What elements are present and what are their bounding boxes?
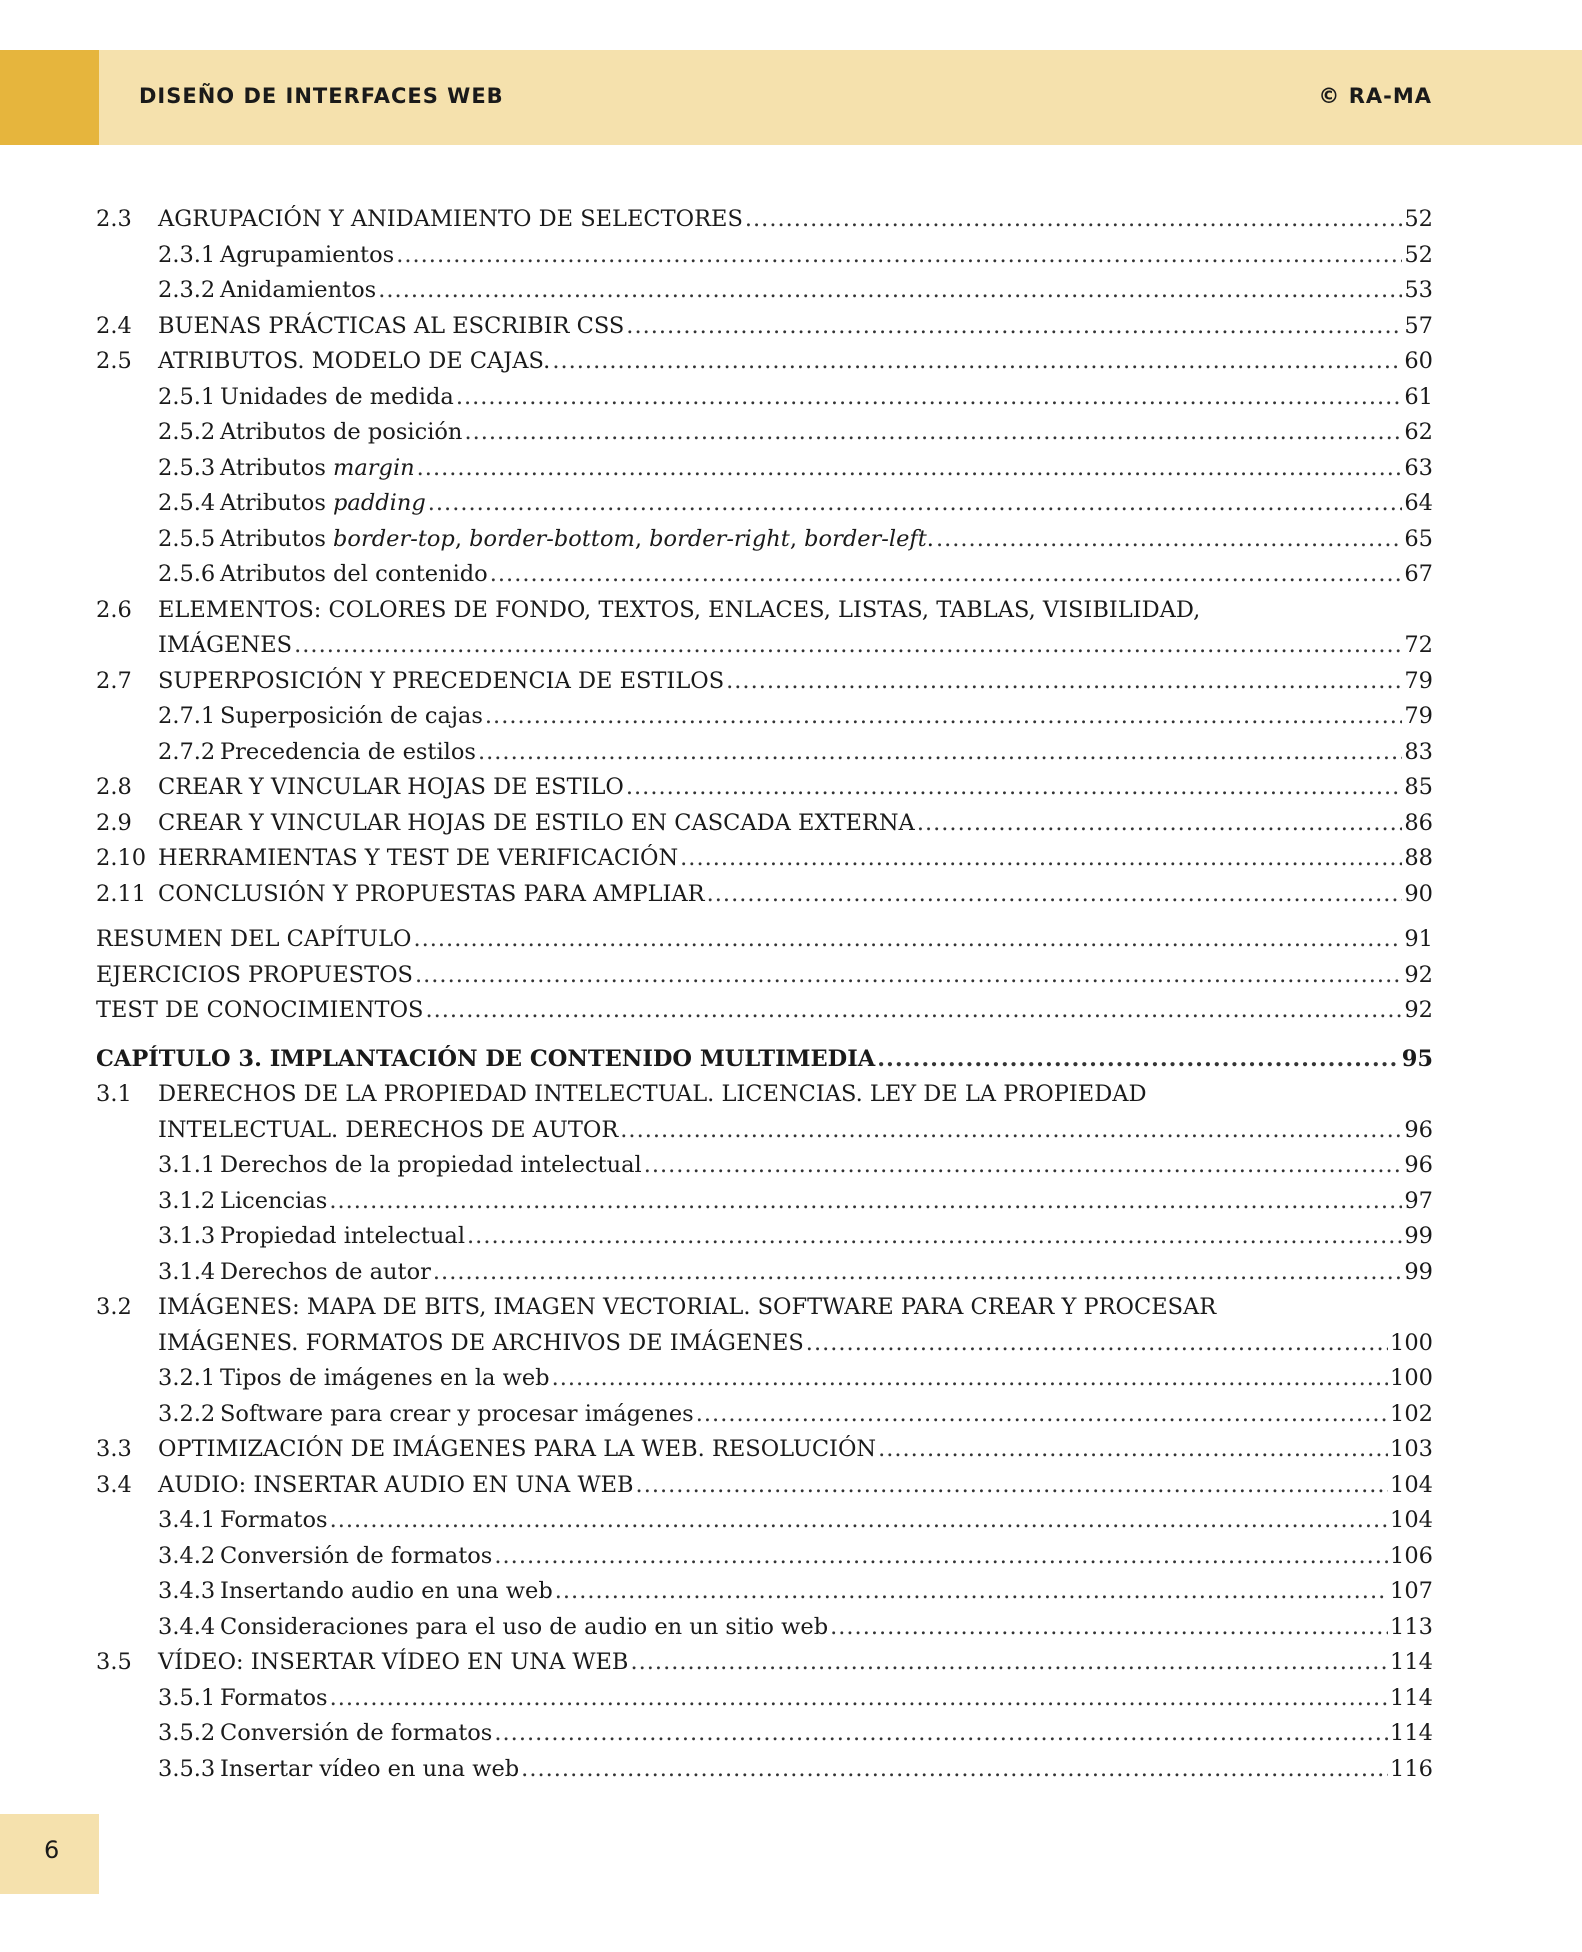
entry-page: 67	[1404, 561, 1433, 587]
toc-entry-2-3-1	[96, 238, 1433, 274]
entry-number: 2.11	[96, 880, 147, 907]
entry-label: CONCLUSIÓN Y PROPUESTAS PARA AMPLIAR	[158, 880, 705, 907]
entry-label-line1: ELEMENTOS: COLORES DE FONDO, TEXTOS, ENLACES, LISTAS, TABLAS, VISIBILIDAD,	[158, 596, 1201, 623]
dot-leader	[396, 238, 1402, 274]
entry-number: 3.1.2	[158, 1187, 216, 1214]
entry-number: 2.5.3	[158, 454, 216, 481]
dot-leader	[644, 1148, 1403, 1184]
entry-page: 103	[1390, 1436, 1433, 1462]
entry-number: 3.5	[96, 1649, 132, 1675]
entry-label: Precedencia de estilos	[220, 738, 476, 765]
entry-label: Atributos del contenido	[220, 561, 488, 587]
entry-page: 114	[1390, 1684, 1433, 1711]
book-title: DISEÑO DE INTERFACES WEB	[139, 84, 504, 108]
toc-entry-2-5-3	[96, 451, 1433, 487]
dot-leader	[485, 699, 1402, 735]
dot-leader	[494, 1716, 1388, 1752]
entry-number: 3.1.4	[158, 1258, 216, 1285]
dot-leader	[696, 1397, 1388, 1433]
entry-number: 3.4.1	[158, 1507, 216, 1533]
entry-label	[220, 486, 426, 522]
dot-leader	[413, 922, 1402, 958]
entry-number: 2.6	[96, 596, 132, 623]
entry-page: 53	[1404, 277, 1433, 303]
entry-page: 100	[1390, 1329, 1433, 1356]
toc-entry-ejercicios	[96, 958, 1433, 994]
entry-page: 97	[1404, 1187, 1433, 1214]
entry-page: 92	[1404, 961, 1433, 988]
entry-number: 2.5.1	[158, 383, 216, 410]
entry-number: 2.5.4	[158, 490, 216, 516]
dot-leader	[490, 557, 1403, 593]
entry-page: 90	[1404, 880, 1433, 907]
entry-number: 2.10	[96, 845, 147, 871]
dot-leader	[680, 841, 1402, 877]
entry-number: 2.5.2	[158, 419, 216, 445]
entry-number: 3.4.4	[158, 1613, 216, 1640]
toc-entry-3-2-1	[96, 1361, 1433, 1397]
entry-number: 3.4.2	[158, 1542, 216, 1569]
toc-entry-2-5-6	[96, 557, 1433, 593]
toc-entry-2-7-2	[96, 735, 1433, 771]
entry-page: 57	[1404, 312, 1433, 339]
toc-entry-3-4	[96, 1468, 1433, 1504]
entry-label-text: Atributos	[220, 454, 334, 481]
entry-number: 2.4	[96, 312, 132, 339]
toc-entry-2-7	[96, 664, 1433, 700]
entry-page: 100	[1390, 1365, 1433, 1391]
entry-number: 3.1.3	[158, 1223, 216, 1249]
entry-page: 96	[1404, 1152, 1433, 1178]
entry-label-separator: ,	[634, 525, 650, 552]
dot-leader	[467, 1219, 1402, 1255]
toc-entry-2-5-4	[96, 486, 1433, 522]
entry-label-line1: IMÁGENES: MAPA DE BITS, IMAGEN VECTORIAL. SOFTWARE PARA CREAR Y PROCESAR	[158, 1294, 1217, 1320]
toc-entry-2-5-2	[96, 415, 1433, 451]
entry-number: 3.5.2	[158, 1720, 216, 1746]
entry-page: 79	[1404, 667, 1433, 694]
entry-label-italic: margin	[333, 454, 415, 481]
entry-label: Agrupamientos	[220, 241, 395, 268]
dot-leader	[464, 415, 1402, 451]
entry-label: IMÁGENES. FORMATOS DE ARCHIVOS DE IMÁGENES	[158, 1329, 804, 1356]
dot-leader	[330, 1503, 1388, 1539]
entry-label: Atributos de posición	[220, 419, 463, 445]
entry-page: 79	[1404, 703, 1433, 729]
toc-entry-2-10	[96, 841, 1433, 877]
spacer	[96, 1029, 1433, 1042]
entry-page: 96	[1404, 1116, 1433, 1143]
entry-page: 106	[1390, 1542, 1433, 1569]
entry-label: Consideraciones para el uso de audio en un sitio web	[220, 1613, 829, 1640]
dot-leader	[415, 958, 1402, 994]
dot-leader	[878, 1432, 1388, 1468]
entry-number: 2.7.2	[158, 738, 216, 765]
entry-label-italic: border-top	[333, 525, 455, 552]
toc-entry-2-9	[96, 806, 1433, 842]
entry-label-line1: DERECHOS DE LA PROPIEDAD INTELECTUAL. LICENCIAS. LEY DE LA PROPIEDAD	[158, 1081, 1147, 1107]
page-number: 6	[44, 1836, 60, 1864]
entry-page: 91	[1404, 926, 1433, 952]
entry-page: 86	[1404, 809, 1433, 836]
entry-page: 113	[1390, 1613, 1433, 1640]
dot-leader	[636, 1468, 1389, 1504]
entry-label: CREAR Y VINCULAR HOJAS DE ESTILO EN CASCADA EXTERNA	[158, 809, 915, 836]
dot-leader	[936, 522, 1402, 558]
toc-entry-3-1	[96, 1077, 1433, 1148]
toc-entry-test	[96, 993, 1433, 1029]
entry-page: 102	[1390, 1400, 1433, 1427]
entry-label: INTELECTUAL. DERECHOS DE AUTOR	[158, 1116, 619, 1143]
entry-label: IMÁGENES	[158, 632, 293, 658]
entry-label-separator: .	[926, 525, 934, 552]
entry-page: 63	[1404, 454, 1433, 481]
entry-label: Formatos	[220, 1684, 328, 1711]
dot-leader	[620, 1113, 1402, 1149]
dot-leader	[456, 380, 1403, 416]
dot-leader	[877, 1042, 1400, 1078]
entry-label-text: Atributos	[220, 490, 334, 516]
entry-label: EJERCICIOS PROPUESTOS	[96, 961, 413, 988]
entry-label: Unidades de medida	[220, 383, 454, 410]
entry-label: CREAR Y VINCULAR HOJAS DE ESTILO	[158, 774, 624, 800]
toc-entry-3-5-3	[96, 1752, 1433, 1788]
entry-page: 62	[1404, 419, 1433, 445]
entry-label	[220, 451, 415, 487]
entry-page: 116	[1390, 1755, 1433, 1782]
entry-label: HERRAMIENTAS Y TEST DE VERIFICACIÓN	[158, 845, 679, 871]
entry-number: 3.4	[96, 1471, 132, 1498]
entry-label: OPTIMIZACIÓN DE IMÁGENES PARA LA WEB. RESOLUCIÓN	[158, 1436, 877, 1462]
toc-entry-3-1-1	[96, 1148, 1433, 1184]
dot-leader	[626, 309, 1402, 345]
toc-entry-3-1-2	[96, 1184, 1433, 1220]
entry-label: Insertar vídeo en una web	[220, 1755, 520, 1782]
entry-number: 3.1	[96, 1081, 132, 1107]
entry-label: Anidamientos	[220, 277, 377, 303]
entry-page: 107	[1390, 1578, 1433, 1604]
toc-entry-2-7-1	[96, 699, 1433, 735]
dot-leader	[552, 1361, 1388, 1397]
dot-leader	[294, 628, 1402, 664]
toc-entry-3-5-1	[96, 1681, 1433, 1717]
entry-label-italic: border-right	[649, 525, 790, 552]
toc-entry-2-4	[96, 309, 1433, 345]
entry-label: Superposición de cajas	[220, 703, 483, 729]
toc-entry-2-3	[96, 202, 1433, 238]
entry-label: Derechos de la propiedad intelectual	[220, 1152, 642, 1178]
entry-number: 2.7.1	[158, 703, 216, 729]
dot-leader	[329, 1184, 1402, 1220]
dot-leader	[745, 202, 1402, 238]
entry-label: Propiedad intelectual	[220, 1223, 466, 1249]
entry-number: 2.5.6	[158, 561, 216, 587]
entry-page: 52	[1404, 241, 1433, 268]
entry-page: 104	[1390, 1507, 1433, 1533]
entry-label: Insertando audio en una web	[220, 1578, 553, 1604]
toc-entry-3-4-2	[96, 1539, 1433, 1575]
dot-leader	[806, 1326, 1388, 1362]
toc-entry-3-2-2	[96, 1397, 1433, 1433]
toc-entry-2-8	[96, 770, 1433, 806]
entry-label: Derechos de autor	[220, 1258, 431, 1285]
toc-entry-2-5-5	[96, 522, 1433, 558]
dot-leader	[555, 1574, 1388, 1610]
entry-label: TEST DE CONOCIMIENTOS	[96, 997, 424, 1023]
entry-label-italic: padding	[333, 490, 426, 516]
entry-page: 114	[1390, 1649, 1433, 1675]
entry-page: 92	[1404, 997, 1433, 1023]
toc-entry-2-3-2	[96, 273, 1433, 309]
dot-leader	[552, 344, 1402, 380]
dot-leader	[726, 664, 1402, 700]
entry-number: 2.7	[96, 667, 132, 694]
toc-entry-2-5	[96, 344, 1433, 380]
entry-label-separator: ,	[454, 525, 470, 552]
toc-entry-3-4-1	[96, 1503, 1433, 1539]
entry-label	[220, 522, 934, 558]
dot-leader	[917, 806, 1403, 842]
toc-entry-3-5	[96, 1645, 1433, 1681]
entry-number: 2.3.2	[158, 277, 216, 303]
entry-label-italic: border-bottom	[469, 525, 635, 552]
entry-number: 3.2.2	[158, 1400, 216, 1427]
entry-page: 114	[1390, 1720, 1433, 1746]
dot-leader	[630, 1645, 1388, 1681]
entry-label: RESUMEN DEL CAPÍTULO	[96, 926, 412, 952]
header-accent-tab	[0, 50, 99, 145]
toc-entry-2-11	[96, 877, 1433, 913]
entry-number: 3.4.3	[158, 1578, 216, 1604]
entry-label: ATRIBUTOS. MODELO DE CAJAS.	[158, 348, 551, 374]
entry-number: 2.5.5	[158, 525, 216, 552]
entry-number: 2.3	[96, 206, 132, 232]
entry-number: 2.3.1	[158, 241, 216, 268]
toc-entry-3-2	[96, 1290, 1433, 1361]
entry-page: 88	[1404, 845, 1433, 871]
entry-label: Tipos de imágenes en la web	[220, 1365, 550, 1391]
entry-label: Formatos	[220, 1507, 328, 1533]
toc-entry-3-4-3	[96, 1574, 1433, 1610]
table-of-contents	[96, 202, 1433, 1787]
dot-leader	[330, 1681, 1388, 1717]
toc-entry-3-5-2	[96, 1716, 1433, 1752]
dot-leader	[707, 877, 1403, 913]
entry-page: 95	[1401, 1045, 1433, 1072]
dot-leader	[417, 451, 1403, 487]
toc-entry-resumen	[96, 922, 1433, 958]
entry-page: 72	[1404, 632, 1433, 658]
entry-number: 3.5.3	[158, 1755, 216, 1782]
entry-label: Conversión de formatos	[220, 1720, 493, 1746]
entry-number: 2.8	[96, 774, 132, 800]
entry-page: 99	[1404, 1258, 1433, 1285]
toc-entry-3-1-3	[96, 1219, 1433, 1255]
toc-chapter-3	[96, 1042, 1433, 1078]
entry-number: 3.3	[96, 1436, 132, 1462]
entry-label: AGRUPACIÓN Y ANIDAMIENTO DE SELECTORES	[158, 206, 743, 232]
chapter-label: CAPÍTULO 3. IMPLANTACIÓN DE CONTENIDO MULTIMEDIA	[96, 1045, 876, 1072]
entry-label-italic: border-left	[804, 525, 927, 552]
entry-number: 3.5.1	[158, 1684, 216, 1711]
dot-leader	[478, 735, 1402, 771]
entry-page: 61	[1404, 383, 1433, 410]
entry-number: 3.2	[96, 1294, 132, 1320]
dot-leader	[378, 273, 1402, 309]
dot-leader	[428, 486, 1403, 522]
dot-leader	[830, 1610, 1388, 1646]
entry-page: 52	[1404, 206, 1433, 232]
entry-label: Conversión de formatos	[220, 1542, 493, 1569]
entry-label: Licencias	[220, 1187, 328, 1214]
toc-entry-2-6	[96, 593, 1433, 664]
toc-entry-3-1-4	[96, 1255, 1433, 1291]
toc-entry-2-5-1	[96, 380, 1433, 416]
entry-label: VÍDEO: INSERTAR VÍDEO EN UNA WEB	[158, 1649, 629, 1675]
publisher-mark: © RA-MA	[1318, 84, 1432, 108]
entry-label: SUPERPOSICIÓN Y PRECEDENCIA DE ESTILOS	[158, 667, 725, 694]
entry-page: 104	[1390, 1471, 1433, 1498]
dot-leader	[494, 1539, 1388, 1575]
toc-entry-3-3	[96, 1432, 1433, 1468]
entry-number: 3.1.1	[158, 1152, 216, 1178]
entry-page: 83	[1404, 738, 1433, 765]
entry-number: 2.5	[96, 348, 132, 374]
dot-leader	[425, 993, 1402, 1029]
entry-page: 60	[1404, 348, 1433, 374]
entry-number: 2.9	[96, 809, 132, 836]
dot-leader	[433, 1255, 1402, 1291]
entry-label-text: Atributos	[220, 525, 334, 552]
entry-page: 64	[1404, 490, 1433, 516]
dot-leader	[521, 1752, 1388, 1788]
entry-page: 65	[1404, 525, 1433, 552]
dot-leader	[626, 770, 1403, 806]
entry-label: BUENAS PRÁCTICAS AL ESCRIBIR CSS	[158, 312, 625, 339]
spacer	[96, 912, 1433, 922]
toc-entry-3-4-4	[96, 1610, 1433, 1646]
entry-page: 99	[1404, 1223, 1433, 1249]
entry-number: 3.2.1	[158, 1365, 216, 1391]
entry-label-separator: ,	[789, 525, 805, 552]
entry-page: 85	[1404, 774, 1433, 800]
entry-label: AUDIO: INSERTAR AUDIO EN UNA WEB	[158, 1471, 634, 1498]
entry-label: Software para crear y procesar imágenes	[220, 1400, 694, 1427]
